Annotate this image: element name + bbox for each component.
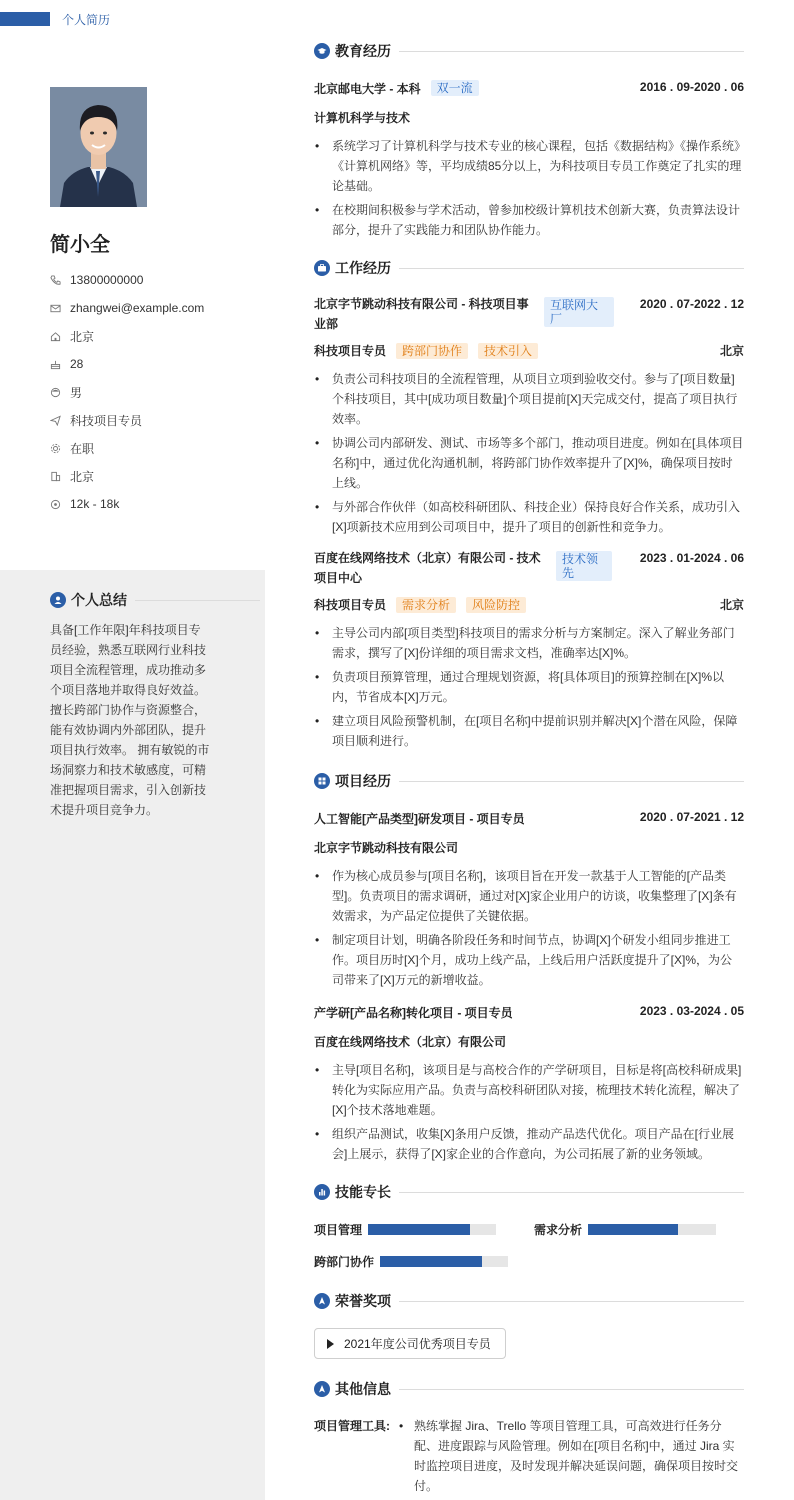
- projects-divider: [399, 781, 744, 782]
- info-email-text: zhangwei@example.com: [70, 301, 205, 315]
- project-bullet: • 组织产品测试，收集[X]条用户反馈，推动产品迭代优化。项目产品在[行业展会]上展示，获得了[X]家企业的合作意向，为公司拓展了新的业务领域。: [314, 1124, 744, 1164]
- grid-icon: [314, 773, 330, 789]
- job-bullets: [314, 623, 744, 751]
- contact-info-list: [50, 266, 260, 518]
- info-age: [50, 350, 260, 378]
- job-role: 科技项目专员: [314, 598, 387, 612]
- play-icon: [327, 1339, 334, 1349]
- info-gender: [50, 378, 260, 406]
- project-name: 产学研[产品名称]转化项目 - 项目专员: [314, 1006, 513, 1020]
- summary-title: 个人总结: [71, 592, 127, 608]
- education-bullet: • 系统学习了计算机科学与技术专业的核心课程，包括《数据结构》《操作系统》《计算机网络》等，平均成绩85分以上，为科技项目专员工作奠定了扎实的理论基础。: [314, 136, 744, 196]
- other-section: [314, 1379, 744, 1500]
- job-company: 百度在线网络技术（北京）有限公司 - 技术项目中心: [314, 551, 541, 585]
- job-bullet: • 主导公司内部[项目类型]科技项目的需求分析与方案制定。深入了解业务部门需求，撰写了[X]份详细的项目需求文档，准确率达[X]%。: [314, 623, 744, 663]
- skill-item: [314, 1221, 496, 1238]
- education-school: 北京邮电大学 - 本科: [314, 82, 421, 96]
- award-icon: [314, 1293, 330, 1309]
- info-phone: [50, 266, 260, 294]
- send-icon: [50, 415, 70, 426]
- info-position: [50, 406, 260, 434]
- skill-bar-fill: [368, 1224, 470, 1235]
- job-company-group: [314, 297, 614, 334]
- education-divider: [399, 51, 744, 52]
- user-icon: [50, 592, 66, 608]
- profile-photo: [50, 87, 147, 207]
- skill-bar-fill: [588, 1224, 678, 1235]
- main-content: [314, 38, 744, 1500]
- top-accent-bar: [0, 12, 50, 26]
- education-title: 教育经历: [335, 43, 391, 59]
- info-status-text: 在职: [70, 441, 95, 456]
- bar-chart-icon: [314, 1184, 330, 1200]
- resume-label: 个人简历: [62, 13, 111, 27]
- projects-title: 项目经历: [335, 773, 391, 789]
- mail-icon: [50, 303, 70, 314]
- info-city: [50, 462, 260, 490]
- info-salary: [50, 490, 260, 518]
- skills-row: [314, 1245, 744, 1277]
- award-text: 2021年度公司优秀项目专员: [344, 1337, 491, 1351]
- other-header: [314, 1379, 744, 1399]
- sidebar: [0, 38, 265, 1500]
- job-company-group: [314, 551, 612, 588]
- education-entry-head: [314, 80, 744, 97]
- skills-header: [314, 1182, 744, 1202]
- info-icon: [314, 1381, 330, 1397]
- other-title: 其他信息: [335, 1381, 391, 1397]
- job-city: 北京: [719, 344, 744, 358]
- job-company: 北京字节跳动科技有限公司 - 科技项目事业部: [314, 297, 529, 331]
- education-bullet: • 在校期间积极参与学术活动，曾参加校级计算机技术创新大赛，负责算法设计部分，提升了实践能力和团队协作能力。: [314, 200, 744, 240]
- other-divider: [399, 1389, 744, 1390]
- job-tag: 需求分析: [396, 597, 456, 613]
- building-icon: [50, 471, 70, 482]
- project-entry-head: [314, 810, 744, 827]
- work-header: [314, 258, 744, 278]
- work-section: [314, 258, 744, 751]
- awards-section: [314, 1291, 744, 1359]
- skills-row: [314, 1213, 744, 1245]
- job-bullet: • 负责项目预算管理，通过合理规划资源，将[具体项目]的预算控制在[X]%以内，节省成本[X]万元。: [314, 667, 744, 707]
- education-badge: 双一流: [431, 80, 479, 96]
- job-tag: 跨部门协作: [396, 343, 468, 359]
- job-entry-head: [314, 551, 744, 588]
- project-bullets: [314, 866, 744, 990]
- project-org: 百度在线网络技术（北京）有限公司: [314, 1035, 507, 1049]
- info-phone-text: 13800000000: [70, 273, 144, 287]
- project-date: 2020 . 07-2021 . 12: [639, 810, 744, 824]
- awards-header: [314, 1291, 744, 1311]
- info-salary-text: 12k - 18k: [70, 497, 120, 511]
- gender-icon: [50, 387, 70, 398]
- award-item: [314, 1328, 506, 1359]
- job-role-group: [314, 596, 526, 613]
- info-age-text: 28: [70, 357, 84, 371]
- job-bullet: • 建立项目风险预警机制，在[项目名称]中提前识别并解决[X]个潜在风险，保障项目顺利进行。: [314, 711, 744, 751]
- job-tag: 风险防控: [466, 597, 526, 613]
- awards-divider: [399, 1301, 744, 1302]
- skills-divider: [399, 1192, 744, 1193]
- job-entry-head: [314, 297, 744, 334]
- project-name: 人工智能[产品类型]研发项目 - 项目专员: [314, 812, 525, 826]
- summary-section: [50, 590, 260, 820]
- job-bullet: • 与外部合作伙伴（如高校科研团队、科技企业）保持良好合作关系，成功引入[X]项新技术应用到公司项目中，提升了项目的创新性和竞争力。: [314, 497, 744, 537]
- briefcase-icon: [314, 260, 330, 276]
- job-tag: 技术引入: [478, 343, 538, 359]
- project-bullet: • 制定项目计划，明确各阶段任务和时间节点，协调[X]个研发小组同步推进工作。项目历时[X]个月，成功上线产品，上线后用户活跃度提升了[X]%，为公司带来了[X]万元的新增收益。: [314, 930, 744, 990]
- skill-item: [314, 1253, 508, 1270]
- education-header: [314, 41, 744, 61]
- education-school-group: [314, 80, 479, 97]
- job-badge: 互联网大厂: [544, 297, 614, 327]
- job-role-row: [314, 596, 744, 613]
- education-major: 计算机科学与技术: [314, 111, 411, 125]
- info-city-text: 北京: [70, 469, 95, 484]
- summary-text: 具备[工作年限]年科技项目专员经验，熟悉互联网行业科技项目全流程管理，成功推动多个项目落地并取得良好效益。擅长跨部门协作与资源整合，能有效协调内外部团队，提升项目执行效率。 拥有敏锐的市场洞察力和技术敏感度，可精准把握项目需求，引入创新技术提升项目竞争力。: [50, 623, 210, 817]
- info-gender-text: 男: [70, 385, 83, 400]
- info-location-text: 北京: [70, 329, 95, 344]
- skill-bar: [368, 1224, 496, 1235]
- skill-bar: [588, 1224, 716, 1235]
- education-bullets: [314, 136, 744, 240]
- profile-photo-illustration: [50, 87, 147, 207]
- job-badge: 技术领先: [556, 551, 612, 581]
- info-status: [50, 434, 260, 462]
- job-bullet: • 负责公司科技项目的全流程管理，从项目立项到验收交付。参与了[项目数量]个科技项目，其中[成功项目数量]个项目提前[X]天完成交付，提高了项目执行效率。: [314, 369, 744, 429]
- project-org-row: [314, 839, 744, 856]
- other-row: [314, 1416, 744, 1500]
- other-value: [398, 1416, 744, 1500]
- work-divider: [399, 268, 744, 269]
- project-bullet: • 作为核心成员参与[项目名称]，该项目旨在开发一款基于人工智能的[产品类型]。负责项目的需求调研，通过对[X]家企业用户的访谈，收集整理了[X]条有效需求，为产品定位提供了关键依据。: [314, 866, 744, 926]
- job-role: 科技项目专员: [314, 344, 387, 358]
- job-date: 2023 . 01-2024 . 06: [639, 551, 744, 565]
- skill-name: 需求分析: [534, 1222, 583, 1237]
- skill-item: [534, 1221, 716, 1238]
- cake-icon: [50, 359, 70, 370]
- project-org-row: [314, 1033, 744, 1050]
- skills-section: [314, 1182, 744, 1277]
- job-role-group: [314, 342, 538, 359]
- summary-header: [50, 590, 260, 610]
- job-bullet: • 协调公司内部研发、测试、市场等多个部门，推动项目进度。例如在[具体项目名称]中，通过优化沟通机制，将跨部门协作效率提升了[X]%，确保项目按时上线。: [314, 433, 744, 493]
- phone-icon: [50, 275, 70, 286]
- coin-icon: [50, 499, 70, 510]
- projects-header: [314, 771, 744, 791]
- project-date: 2023 . 03-2024 . 05: [639, 1004, 744, 1018]
- job-bullets: [314, 369, 744, 537]
- education-section: [314, 41, 744, 240]
- skills-title: 技能专长: [335, 1184, 391, 1200]
- summary-divider: [135, 600, 260, 601]
- education-major-row: [314, 109, 744, 126]
- awards-title: 荣誉奖项: [335, 1293, 391, 1309]
- other-label: 项目管理工具:: [314, 1419, 390, 1433]
- info-position-text: 科技项目专员: [70, 413, 143, 428]
- job-city: 北京: [719, 598, 744, 612]
- skill-name: 跨部门协作: [314, 1254, 375, 1269]
- project-bullet: • 主导[项目名称]，该项目是与高校合作的产学研项目，目标是将[高校科研成果]转化为实际应用产品。负责与高校科研团队对接，梳理技术转化流程，解决了[X]个技术落地难题。: [314, 1060, 744, 1120]
- profile-name: 简小全: [50, 234, 110, 256]
- project-org: 北京字节跳动科技有限公司: [314, 841, 459, 855]
- skill-bar-fill: [380, 1256, 482, 1267]
- info-location: [50, 322, 260, 350]
- awards-list: [314, 1328, 744, 1359]
- other-bullet: • 熟练掌握 Jira、Trello 等项目管理工具，可高效进行任务分配、进度跟踪与风险管理。例如在[项目名称]中，通过 Jira 实时监控项目进度，及时发现并解决延误问题，确保项目按时交付。: [398, 1416, 744, 1496]
- top-bar: [0, 0, 794, 38]
- graduation-cap-icon: [314, 43, 330, 59]
- home-icon: [50, 331, 70, 342]
- gear-icon: [50, 443, 70, 454]
- info-email: [50, 294, 260, 322]
- job-role-row: [314, 342, 744, 359]
- education-date: 2016 . 09-2020 . 06: [639, 80, 744, 94]
- skill-bar: [380, 1256, 508, 1267]
- job-date: 2020 . 07-2022 . 12: [639, 297, 744, 311]
- projects-section: [314, 771, 744, 1164]
- project-entry-head: [314, 1004, 744, 1021]
- skill-name: 项目管理: [314, 1222, 363, 1237]
- project-bullets: [314, 1060, 744, 1164]
- work-title: 工作经历: [335, 260, 391, 276]
